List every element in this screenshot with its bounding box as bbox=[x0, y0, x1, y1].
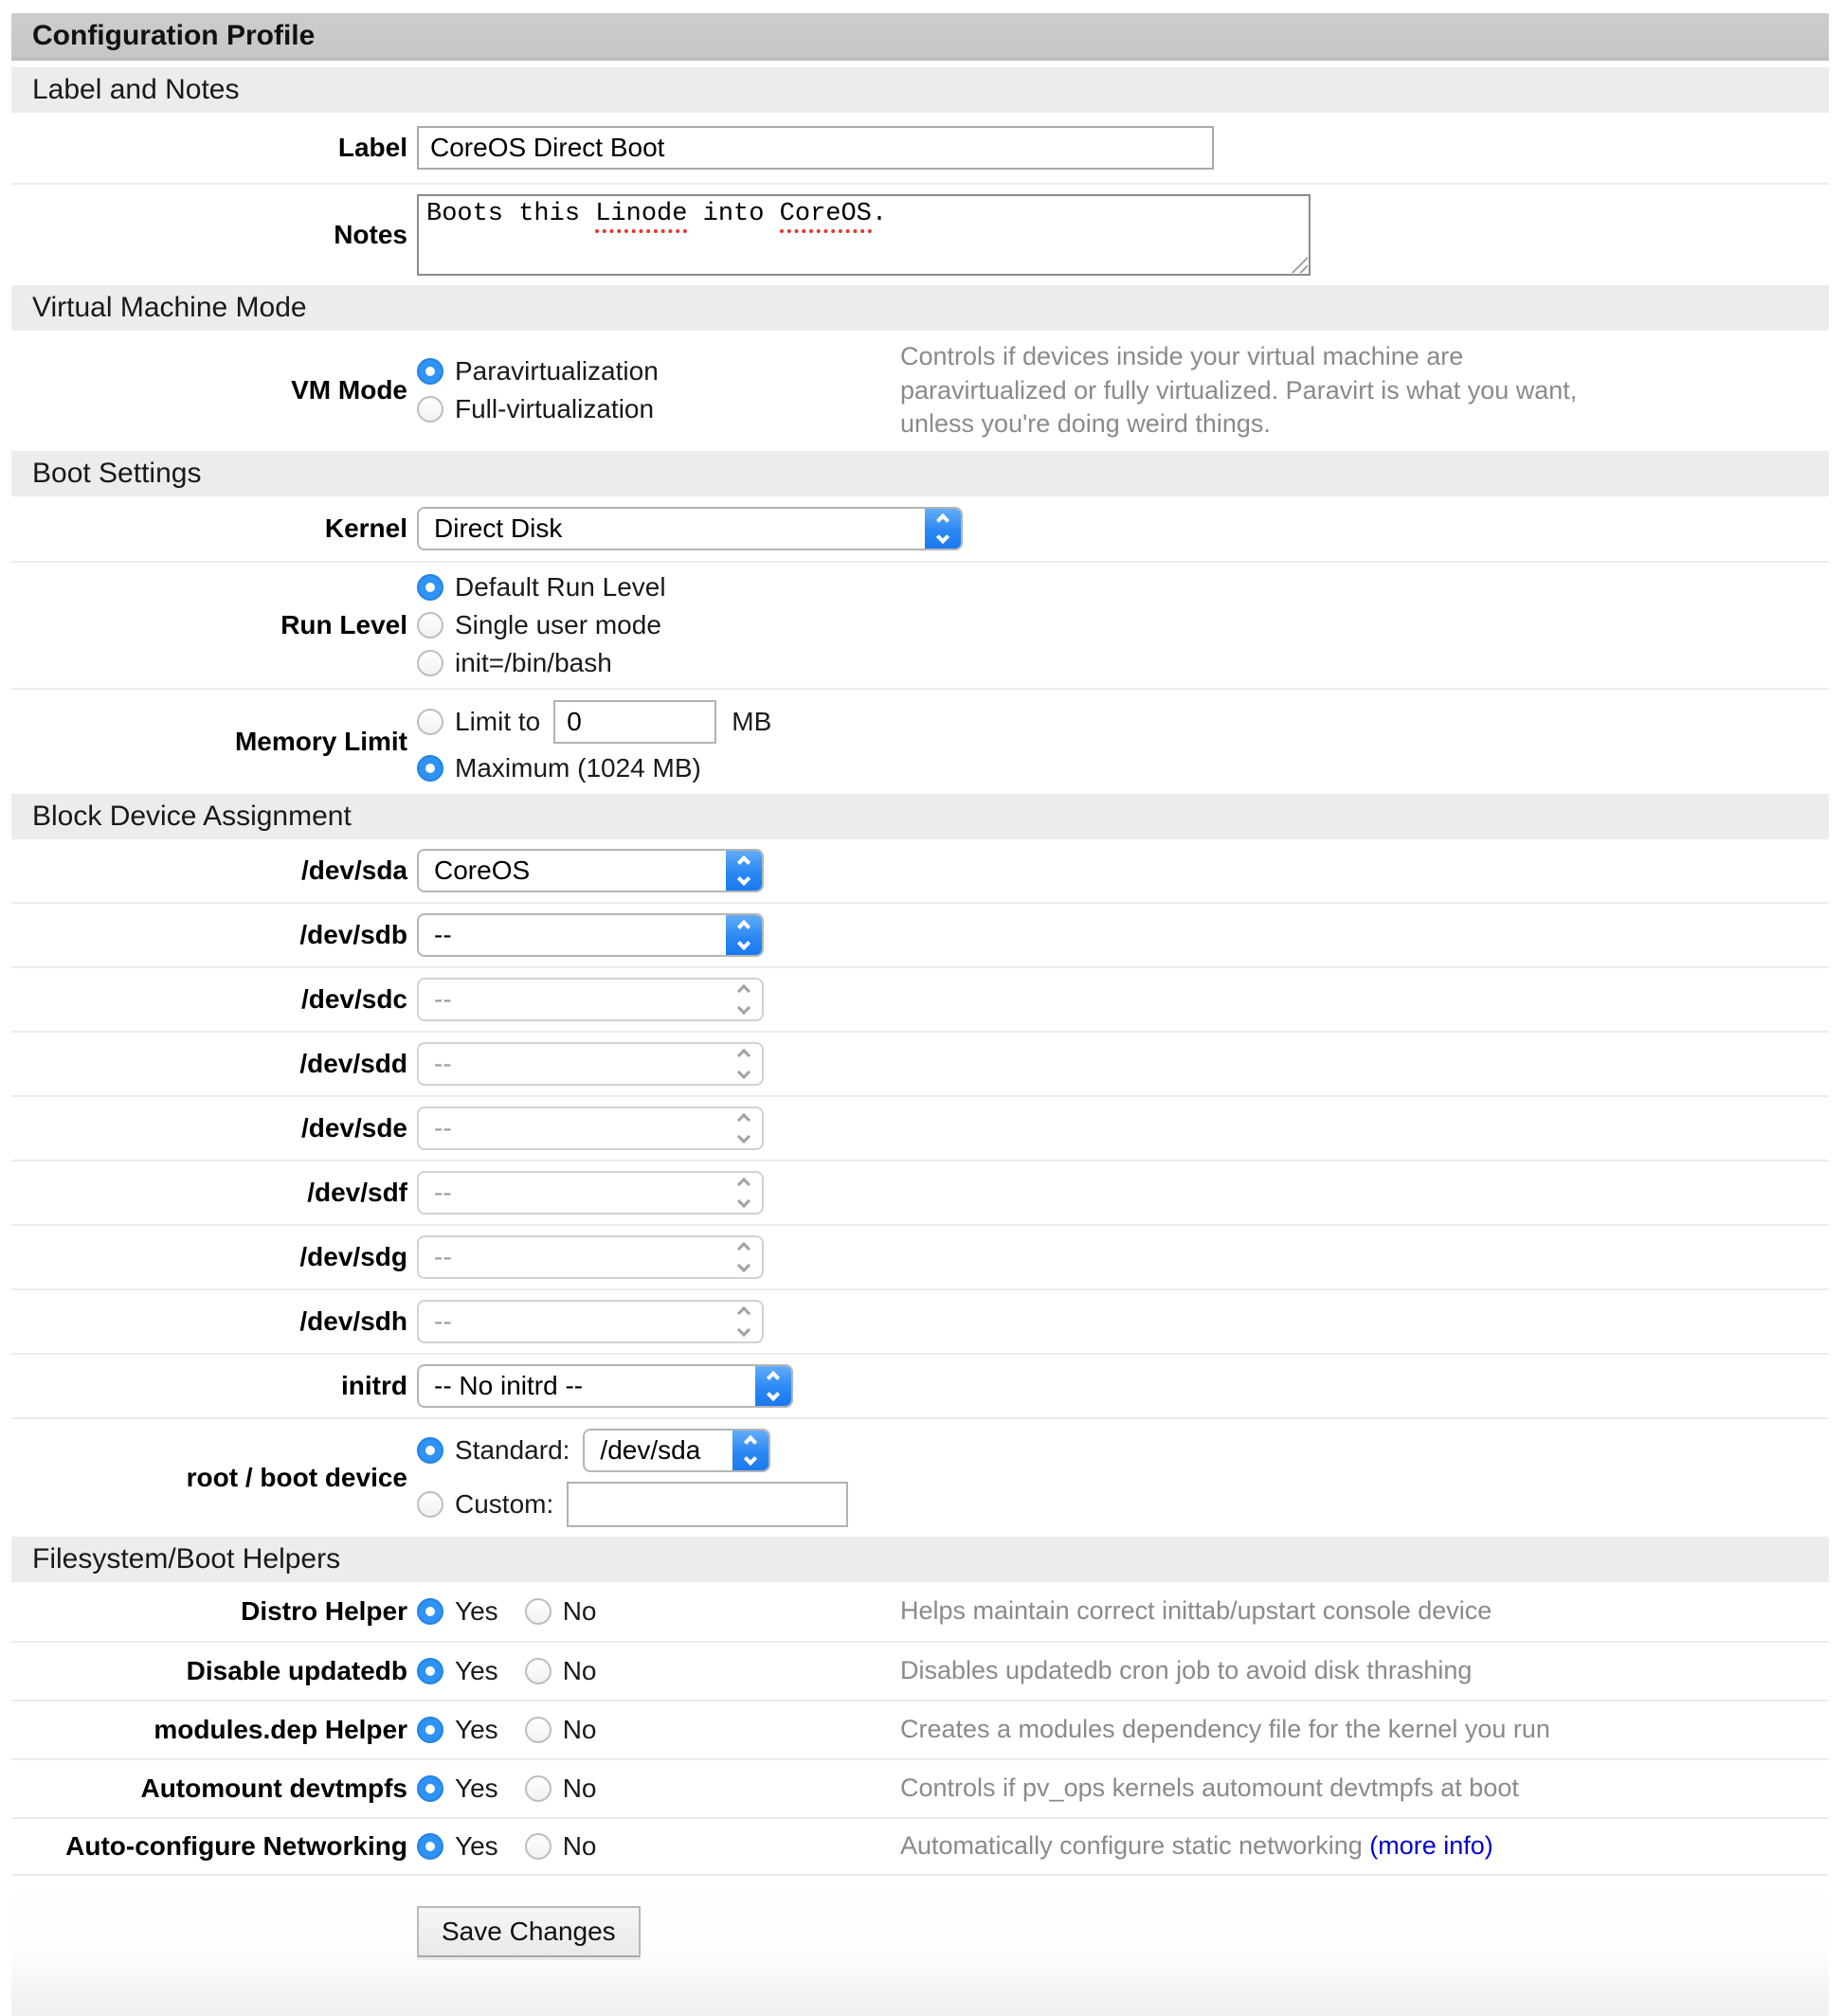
root-device-standard-radio[interactable] bbox=[417, 1437, 443, 1464]
notes-field-label: Notes bbox=[334, 220, 407, 249]
block-device-row-sdh bbox=[11, 1288, 1829, 1353]
root-boot-device-row bbox=[11, 1417, 1829, 1537]
yes-label: Yes bbox=[455, 1655, 498, 1685]
select-stepper-icon bbox=[732, 1431, 768, 1470]
block-device-row-sde bbox=[11, 1095, 1829, 1160]
device-sdg-label: /dev/sdg bbox=[299, 1241, 407, 1271]
run-level-single-user-label: Single user mode bbox=[455, 609, 661, 639]
device-sdh-label: /dev/sdh bbox=[299, 1305, 407, 1336]
memory-limit-label: Memory Limit bbox=[234, 726, 407, 756]
initrd-value: -- No initrd -- bbox=[434, 1370, 584, 1400]
root-device-standard-label: Standard: bbox=[455, 1434, 570, 1465]
auto-configure-networking-help-text bbox=[900, 1829, 1493, 1863]
initrd-label: initrd bbox=[341, 1370, 407, 1400]
auto-configure-networking-label: Auto-configure Networking bbox=[65, 1830, 407, 1861]
distro-helper-help-text: Helps maintain correct inittab/upstart console device bbox=[900, 1596, 1492, 1626]
notes-misspelled-word: Linode bbox=[595, 200, 687, 233]
root-device-custom-radio[interactable] bbox=[417, 1491, 443, 1518]
yes-label: Yes bbox=[455, 1773, 498, 1803]
notes-text: into bbox=[687, 200, 780, 228]
device-sdb-select[interactable] bbox=[417, 913, 764, 957]
block-device-row-sdg bbox=[11, 1224, 1829, 1288]
device-sdb-label: /dev/sdb bbox=[299, 919, 407, 949]
device-sda-label: /dev/sda bbox=[300, 855, 407, 885]
notes-textarea[interactable] bbox=[417, 194, 1311, 276]
memory-limit-to-label: Limit to bbox=[455, 706, 541, 736]
distro-helper-yes-radio[interactable] bbox=[417, 1598, 443, 1625]
vm-mode-paravirtualization-label: Paravirtualization bbox=[455, 356, 659, 387]
memory-limit-to-radio[interactable] bbox=[417, 709, 443, 735]
root-boot-device-label: root / boot device bbox=[186, 1462, 407, 1492]
select-stepper-icon bbox=[925, 509, 961, 549]
initrd-select[interactable] bbox=[417, 1364, 793, 1408]
select-stepper-icon bbox=[726, 915, 762, 955]
kernel-select[interactable] bbox=[417, 507, 963, 550]
select-stepper-icon bbox=[726, 1108, 762, 1148]
notes-text: Boots this bbox=[426, 200, 596, 228]
memory-unit-label: MB bbox=[732, 706, 772, 736]
root-device-custom-label: Custom: bbox=[455, 1488, 554, 1519]
select-stepper-icon bbox=[726, 1237, 762, 1277]
modules-dep-no-radio[interactable] bbox=[525, 1717, 551, 1743]
device-sdd-label: /dev/sdd bbox=[299, 1048, 407, 1078]
section-block-device-assignment: Block Device Assignment bbox=[11, 794, 1829, 839]
initrd-row bbox=[11, 1353, 1829, 1417]
device-sdh-value: -- bbox=[434, 1305, 452, 1336]
device-sdg-value: -- bbox=[434, 1241, 452, 1271]
block-device-row-sdb bbox=[11, 902, 1829, 966]
run-level-single-user-radio[interactable] bbox=[417, 612, 443, 639]
section-boot-settings: Boot Settings bbox=[11, 451, 1829, 496]
more-info-link[interactable]: (more info) bbox=[1369, 1831, 1493, 1861]
yes-label: Yes bbox=[455, 1595, 498, 1626]
device-sdf-select bbox=[417, 1171, 764, 1215]
device-sde-label: /dev/sde bbox=[300, 1112, 407, 1143]
automount-devtmpfs-label: Automount devtmpfs bbox=[140, 1773, 407, 1803]
select-stepper-icon bbox=[755, 1366, 791, 1406]
run-level-default-label: Default Run Level bbox=[455, 571, 666, 602]
device-sdb-value: -- bbox=[434, 919, 452, 949]
auto-configure-networking-yes-radio[interactable] bbox=[417, 1833, 443, 1860]
notes-text: . bbox=[871, 200, 888, 228]
device-sdg-select bbox=[417, 1235, 764, 1279]
block-device-row-sda bbox=[11, 839, 1829, 902]
yes-label: Yes bbox=[455, 1830, 498, 1861]
block-device-row-sdf bbox=[11, 1160, 1829, 1224]
disable-updatedb-yes-radio[interactable] bbox=[417, 1658, 443, 1684]
select-stepper-icon bbox=[726, 1302, 762, 1341]
modules-dep-help-text: Creates a modules dependency file for the kernel you run bbox=[900, 1715, 1550, 1744]
configuration-profile-panel bbox=[11, 13, 1829, 2016]
device-sdc-label: /dev/sdc bbox=[300, 983, 407, 1014]
vm-mode-full-virtualization-label: Full-virtualization bbox=[455, 394, 655, 424]
auto-configure-networking-no-radio[interactable] bbox=[525, 1833, 551, 1860]
label-field-label: Label bbox=[337, 133, 407, 162]
distro-helper-label: Distro Helper bbox=[241, 1595, 407, 1626]
device-sdf-value: -- bbox=[434, 1177, 452, 1207]
section-filesystem-boot-helpers: Filesystem/Boot Helpers bbox=[11, 1537, 1829, 1582]
section-virtual-machine-mode: Virtual Machine Mode bbox=[11, 285, 1829, 331]
device-sda-select[interactable] bbox=[417, 849, 764, 892]
automount-devtmpfs-help-text: Controls if pv_ops kernels automount devtmpfs at boot bbox=[900, 1773, 1519, 1803]
root-device-standard-value: /dev/sda bbox=[600, 1434, 701, 1465]
automount-devtmpfs-no-radio[interactable] bbox=[525, 1775, 551, 1802]
kernel-label: Kernel bbox=[324, 513, 407, 543]
kernel-select-value: Direct Disk bbox=[434, 513, 563, 543]
memory-limit-row bbox=[11, 688, 1829, 794]
root-device-custom-input[interactable] bbox=[567, 1482, 848, 1527]
no-label: No bbox=[562, 1830, 597, 1861]
help-text: Automatically configure static networking bbox=[900, 1831, 1370, 1861]
select-stepper-icon bbox=[726, 1173, 762, 1213]
root-device-standard-select[interactable] bbox=[583, 1429, 770, 1472]
distro-helper-no-radio[interactable] bbox=[525, 1598, 551, 1625]
section-label-and-notes: Label and Notes bbox=[11, 67, 1829, 113]
select-stepper-icon bbox=[726, 851, 762, 891]
device-sdh-select bbox=[417, 1300, 764, 1343]
auto-configure-networking-row bbox=[11, 1817, 1829, 1876]
no-label: No bbox=[562, 1773, 597, 1803]
no-label: No bbox=[562, 1595, 597, 1626]
run-level-label: Run Level bbox=[280, 609, 407, 639]
disable-updatedb-row bbox=[11, 1641, 1829, 1700]
modules-dep-yes-radio[interactable] bbox=[417, 1717, 443, 1743]
automount-devtmpfs-row bbox=[11, 1758, 1829, 1817]
resize-grip-icon[interactable] bbox=[1289, 254, 1308, 273]
modules-dep-helper-row bbox=[11, 1700, 1829, 1758]
run-level-init-bash-radio[interactable] bbox=[417, 650, 443, 676]
run-level-init-bash-label: init=/bin/bash bbox=[455, 647, 612, 677]
run-level-row bbox=[11, 561, 1829, 688]
notes-row bbox=[11, 183, 1829, 285]
vm-mode-paravirtualization-radio[interactable] bbox=[417, 358, 443, 385]
device-sdd-select bbox=[417, 1042, 764, 1086]
memory-limit-input[interactable] bbox=[553, 700, 716, 744]
no-label: No bbox=[562, 1655, 597, 1685]
device-sde-value: -- bbox=[434, 1112, 452, 1143]
notes-misspelled-word: CoreOS bbox=[780, 200, 872, 233]
label-row bbox=[11, 113, 1829, 183]
run-level-default-radio[interactable] bbox=[417, 574, 443, 601]
vm-mode-label: VM Mode bbox=[291, 375, 407, 405]
device-sdf-label: /dev/sdf bbox=[307, 1177, 407, 1207]
label-input[interactable] bbox=[417, 126, 1214, 170]
vm-mode-help-text: Controls if devices inside your virtual machine are paravirtualized or fully virtualized. Paravirt is what you want, unless you're doing weird things. bbox=[900, 342, 1578, 439]
distro-helper-row bbox=[11, 1582, 1829, 1641]
block-device-row-sdd bbox=[11, 1031, 1829, 1095]
memory-maximum-label: Maximum (1024 MB) bbox=[455, 752, 701, 783]
select-stepper-icon bbox=[726, 1044, 762, 1084]
automount-devtmpfs-yes-radio[interactable] bbox=[417, 1775, 443, 1802]
memory-maximum-radio[interactable] bbox=[417, 755, 443, 782]
save-area bbox=[11, 1876, 1829, 2016]
vm-mode-row bbox=[11, 331, 1829, 451]
save-changes-button[interactable]: Save Changes bbox=[417, 1906, 641, 1957]
vm-mode-full-virtualization-radio[interactable] bbox=[417, 396, 443, 423]
device-sdc-select bbox=[417, 978, 764, 1021]
disable-updatedb-help-text: Disables updatedb cron job to avoid disk thrashing bbox=[900, 1656, 1473, 1685]
block-device-row-sdc bbox=[11, 966, 1829, 1031]
device-sdc-value: -- bbox=[434, 983, 452, 1014]
device-sde-select bbox=[417, 1107, 764, 1150]
no-label: No bbox=[562, 1714, 597, 1744]
page-title: Configuration Profile bbox=[11, 13, 1829, 61]
device-sdd-value: -- bbox=[434, 1048, 452, 1078]
select-stepper-icon bbox=[726, 980, 762, 1019]
yes-label: Yes bbox=[455, 1714, 498, 1744]
device-sda-value: CoreOS bbox=[434, 855, 531, 885]
modules-dep-helper-label: modules.dep Helper bbox=[154, 1714, 407, 1744]
disable-updatedb-no-radio[interactable] bbox=[525, 1658, 551, 1684]
disable-updatedb-label: Disable updatedb bbox=[186, 1655, 407, 1685]
kernel-row bbox=[11, 496, 1829, 561]
